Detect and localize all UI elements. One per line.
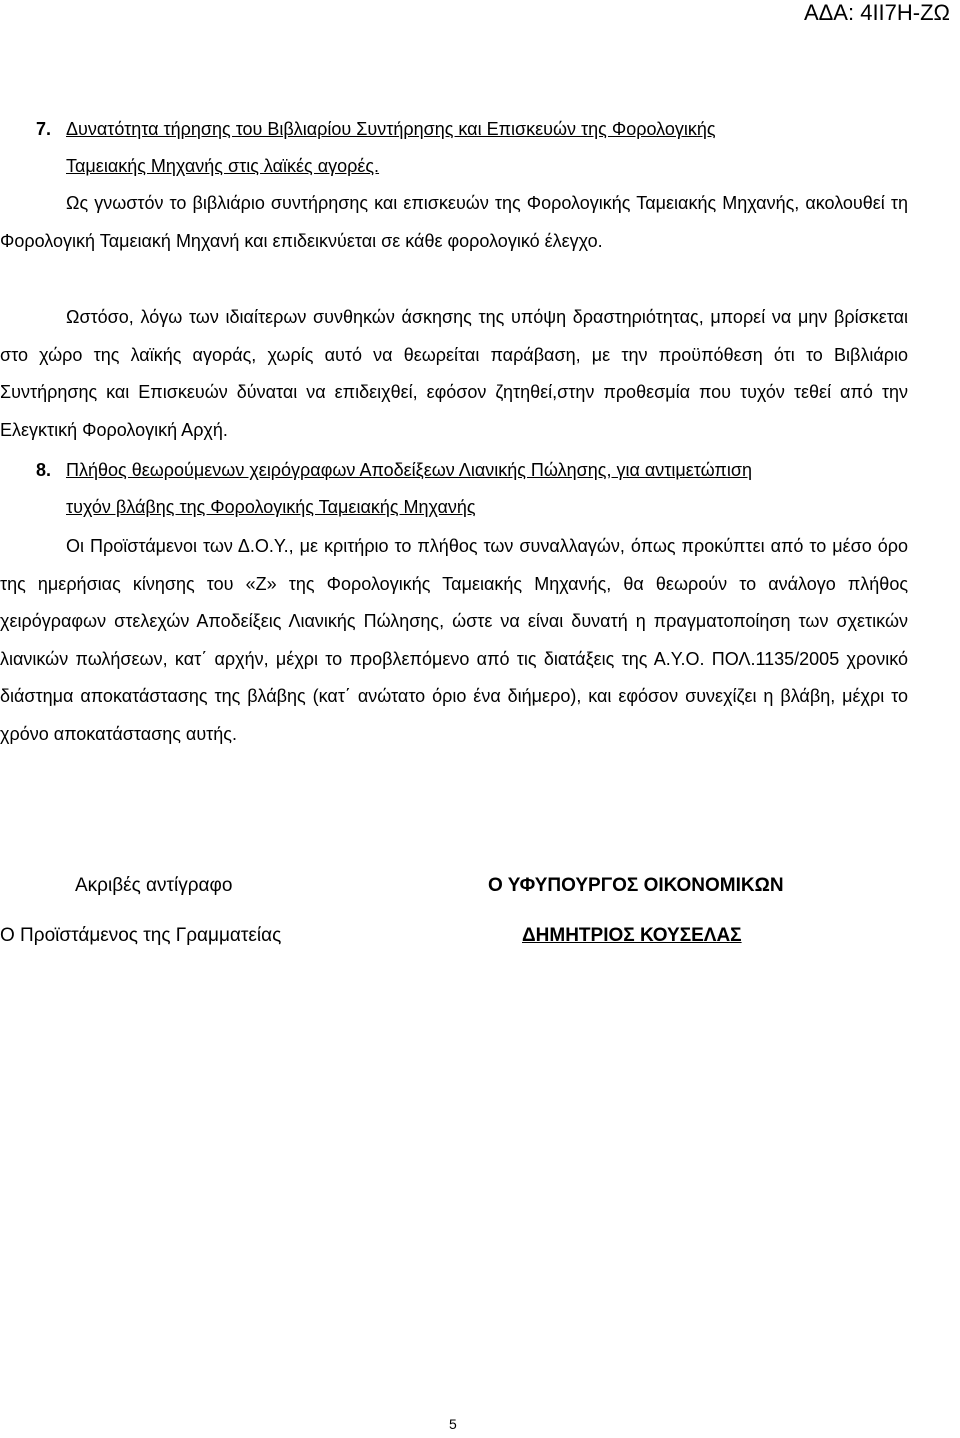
- section-7-paragraph-1: [0, 185, 908, 260]
- page-number: 5: [449, 1416, 457, 1432]
- deputy-minister-title: Ο ΥΦΥΠΟΥΡΓΟΣ ΟΙΚΟΝΟΜΙΚΩΝ: [488, 875, 784, 896]
- section-7-paragraph-1-text: Ως γνωστόν το βιβλιάριο συντήρησης και επισκευών της Φορολογικής Ταμειακής Μηχανής, ακολουθεί τη Φορολογική Ταμειακή Μηχανή και επιδεικνύεται σε κάθε φορολογικό έλεγχο.: [0, 193, 908, 251]
- section-7-number: 7.: [36, 119, 52, 139]
- ada-code: ΑΔΑ: 4ΙΙ7Η-ΖΩ: [803, 0, 950, 25]
- section-7-paragraph-2-text: Ωστόσο, λόγω των ιδιαίτερων συνθηκών άσκησης της υπόψη δραστηριότητας, μπορεί να μην βρίσκεται στο χώρο της λαϊκής αγοράς, χωρίς αυτό να θεωρείται παράβαση, με την προϋπόθεση ότι το Βιβλιάριο Συντήρησης και Επισκευών δύναται να επιδειχθεί, εφόσον ζητηθεί,στην προθεσμία που τυχόν τεθεί από την Ελεγκτική Φορολογική Αρχή.: [0, 307, 908, 440]
- secretariat-head-label: Ο Προϊστάμενος της Γραμματείας: [0, 925, 282, 946]
- section-8-number: 8.: [36, 460, 52, 480]
- section-7-heading: [36, 111, 936, 185]
- certified-copy-label: Ακριβές αντίγραφο: [75, 875, 233, 896]
- deputy-minister-name: ΔΗΜΗΤΡΙΟΣ ΚΟΥΣΕΛΑΣ: [522, 925, 742, 946]
- section-8-title-line2: τυχόν βλάβης της Φορολογικής Ταμειακής Μηχανής: [66, 497, 476, 517]
- section-7-paragraph-2: [0, 299, 908, 449]
- section-8-paragraph-1: [0, 528, 908, 753]
- section-7-title-line2: Ταμειακής Μηχανής στις λαϊκές αγορές.: [66, 156, 380, 176]
- section-8-title-line1: Πλήθος θεωρούμενων χειρόγραφων Αποδείξεων Λιανικής Πώλησης, για αντιμετώπιση: [66, 460, 752, 480]
- section-8-paragraph-1-text: Οι Προϊστάμενοι των Δ.Ο.Υ., με κριτήριο το πλήθος των συναλλαγών, όπως προκύπτει από το μέσο όρο της ημερήσιας κίνησης του «Ζ» της Φορολογικής Ταμειακής Μηχανής, θα θεωρούν το ανάλογο πλήθος χειρόγραφων στελεχών Αποδείξεις Λιανικής Πώλησης, ώστε να είναι δυνατή η πραγματοποίηση των σχετικών λιανικών πωλήσεων, κατ΄ αρχήν, μέχρι το προβλεπόμενο από τις διατάξεις της Α.Υ.Ο. ΠΟΛ.1135/2005 χρονικό διάστημα αποκατάστασης της βλάβης (κατ΄ ανώτατο όριο ένα διήμερο), και εφόσον συνεχίζει η βλάβη, μέχρι το χρόνο αποκατάστασης αυτής.: [0, 536, 908, 744]
- section-8-heading: [36, 452, 936, 526]
- section-7-title-line1: Δυνατότητα τήρησης του Βιβλιαρίου Συντήρησης και Επισκευών της Φορολογικής: [66, 119, 716, 139]
